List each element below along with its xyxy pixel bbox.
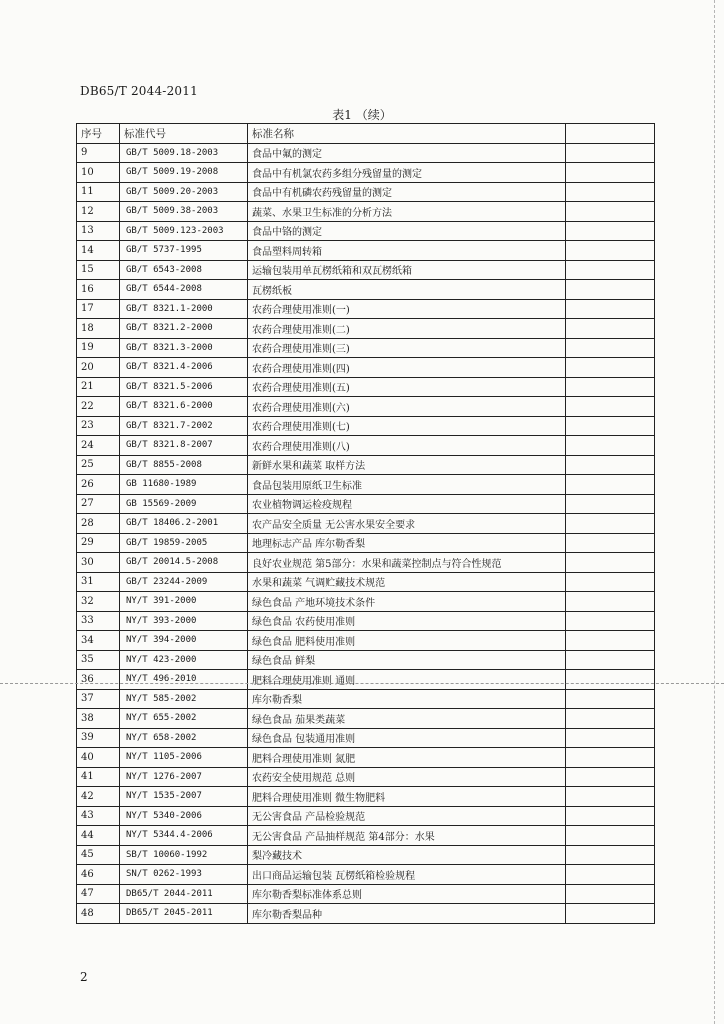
cell-code: NY/T 391-2000 <box>120 592 248 612</box>
cell-no: 26 <box>77 475 120 495</box>
cell-code: NY/T 496-2010 <box>120 670 248 690</box>
table-row <box>77 514 655 534</box>
table-row <box>77 845 655 865</box>
table-title: 表1 （续） <box>332 108 392 122</box>
cell-name: 农药合理使用准则(七) <box>248 416 566 436</box>
cell-name: 良好农业规范 第5部分：水果和蔬菜控制点与符合性规范 <box>248 553 566 573</box>
table-row <box>77 494 655 514</box>
cell-code: NY/T 5344.4-2006 <box>120 826 248 846</box>
table-row <box>77 221 655 241</box>
cell-no: 35 <box>77 650 120 670</box>
cell-name: 无公害食品 产品检验规范 <box>248 806 566 826</box>
cell-extra <box>566 319 655 339</box>
cell-code: GB/T 23244-2009 <box>120 572 248 592</box>
table-row <box>77 611 655 631</box>
cell-extra <box>566 416 655 436</box>
cell-code: DB65/T 2045-2011 <box>120 904 248 924</box>
cell-name: 绿色食品 包装通用准则 <box>248 728 566 748</box>
cell-no: 9 <box>77 143 120 163</box>
header-name: 标准名称 <box>248 124 566 144</box>
cell-extra <box>566 845 655 865</box>
table-row <box>77 670 655 690</box>
cell-code: GB/T 20014.5-2008 <box>120 553 248 573</box>
scan-edge-line <box>714 0 715 1024</box>
cell-extra <box>566 884 655 904</box>
table-row <box>77 202 655 222</box>
table-row <box>77 163 655 183</box>
table-body <box>77 143 655 923</box>
table-header-row <box>77 124 655 144</box>
cell-code: NY/T 1105-2006 <box>120 748 248 768</box>
cell-no: 15 <box>77 260 120 280</box>
cell-extra <box>566 475 655 495</box>
cell-code: GB/T 5009.19-2008 <box>120 163 248 183</box>
cell-no: 17 <box>77 299 120 319</box>
cell-no: 39 <box>77 728 120 748</box>
cell-no: 25 <box>77 455 120 475</box>
cell-name: 农药安全使用规范 总则 <box>248 767 566 787</box>
cell-extra <box>566 358 655 378</box>
cell-extra <box>566 143 655 163</box>
cell-name: 农药合理使用准则(五) <box>248 377 566 397</box>
cell-name: 食品塑料周转箱 <box>248 241 566 261</box>
cell-extra <box>566 377 655 397</box>
table-row <box>77 436 655 456</box>
cell-no: 43 <box>77 806 120 826</box>
cell-code: NY/T 655-2002 <box>120 709 248 729</box>
table-row <box>77 533 655 553</box>
cell-extra <box>566 397 655 417</box>
cell-name: 肥料合理使用准则 氮肥 <box>248 748 566 768</box>
table-row <box>77 475 655 495</box>
cell-extra <box>566 806 655 826</box>
cell-code: NY/T 394-2000 <box>120 631 248 651</box>
cell-no: 20 <box>77 358 120 378</box>
cell-code: GB/T 5009.20-2003 <box>120 182 248 202</box>
cell-name: 运输包装用单瓦楞纸箱和双瓦楞纸箱 <box>248 260 566 280</box>
cell-no: 18 <box>77 319 120 339</box>
cell-extra <box>566 280 655 300</box>
table-row <box>77 748 655 768</box>
cell-code: GB/T 6543-2008 <box>120 260 248 280</box>
cell-name: 农药合理使用准则(三) <box>248 338 566 358</box>
cell-code: GB/T 6544-2008 <box>120 280 248 300</box>
table-row <box>77 728 655 748</box>
cell-code: GB/T 8321.1-2000 <box>120 299 248 319</box>
cell-name: 农药合理使用准则(六) <box>248 397 566 417</box>
cell-code: NY/T 1535-2007 <box>120 787 248 807</box>
cell-extra <box>566 241 655 261</box>
table-row <box>77 650 655 670</box>
cell-code: GB/T 5009.38-2003 <box>120 202 248 222</box>
cell-name: 新鲜水果和蔬菜 取样方法 <box>248 455 566 475</box>
cell-extra <box>566 533 655 553</box>
standards-table <box>76 123 655 924</box>
cell-extra <box>566 514 655 534</box>
table-row <box>77 299 655 319</box>
cell-code: GB 11680-1989 <box>120 475 248 495</box>
cell-code: NY/T 658-2002 <box>120 728 248 748</box>
table-row <box>77 182 655 202</box>
cell-name: 绿色食品 产地环境技术条件 <box>248 592 566 612</box>
table-row <box>77 572 655 592</box>
cell-name: 库尔勒香梨 <box>248 689 566 709</box>
table-row <box>77 592 655 612</box>
cell-no: 10 <box>77 163 120 183</box>
header-code: 标准代号 <box>120 124 248 144</box>
table-row <box>77 631 655 651</box>
table-row <box>77 884 655 904</box>
table-row <box>77 767 655 787</box>
table-row <box>77 280 655 300</box>
cell-extra <box>566 631 655 651</box>
cell-extra <box>566 767 655 787</box>
cell-code: NY/T 423-2000 <box>120 650 248 670</box>
cell-name: 绿色食品 农药使用准则 <box>248 611 566 631</box>
table-row <box>77 709 655 729</box>
cell-name: 绿色食品 肥料使用准则 <box>248 631 566 651</box>
cell-name: 食品中有机氯农药多组分残留量的测定 <box>248 163 566 183</box>
cell-name: 库尔勒香梨标准体系总则 <box>248 884 566 904</box>
cell-extra <box>566 709 655 729</box>
cell-name: 瓦楞纸板 <box>248 280 566 300</box>
cell-name: 农药合理使用准则(八) <box>248 436 566 456</box>
table-row <box>77 319 655 339</box>
cell-name: 蔬菜、水果卫生标准的分析方法 <box>248 202 566 222</box>
scan-fold-line <box>0 683 724 684</box>
table-row <box>77 806 655 826</box>
cell-no: 29 <box>77 533 120 553</box>
cell-name: 农药合理使用准则(二) <box>248 319 566 339</box>
cell-name: 农业植物调运检疫规程 <box>248 494 566 514</box>
cell-extra <box>566 650 655 670</box>
cell-no: 16 <box>77 280 120 300</box>
cell-extra <box>566 436 655 456</box>
cell-code: NY/T 5340-2006 <box>120 806 248 826</box>
cell-no: 22 <box>77 397 120 417</box>
document-code: DB65/T 2044-2011 <box>80 84 198 98</box>
cell-code: GB/T 5737-1995 <box>120 241 248 261</box>
cell-name: 水果和蔬菜 气调贮藏技术规范 <box>248 572 566 592</box>
cell-code: GB/T 8321.7-2002 <box>120 416 248 436</box>
cell-code: SB/T 10060-1992 <box>120 845 248 865</box>
cell-no: 33 <box>77 611 120 631</box>
cell-code: GB/T 5009.18-2003 <box>120 143 248 163</box>
cell-name: 出口商品运输包装 瓦楞纸箱检验规程 <box>248 865 566 885</box>
cell-no: 12 <box>77 202 120 222</box>
cell-name: 绿色食品 茄果类蔬菜 <box>248 709 566 729</box>
table-row <box>77 338 655 358</box>
cell-extra <box>566 299 655 319</box>
cell-code: SN/T 0262-1993 <box>120 865 248 885</box>
table-row <box>77 904 655 924</box>
cell-name: 食品中氟的测定 <box>248 143 566 163</box>
cell-no: 19 <box>77 338 120 358</box>
table-row <box>77 416 655 436</box>
cell-extra <box>566 494 655 514</box>
cell-name: 农药合理使用准则(一) <box>248 299 566 319</box>
cell-extra <box>566 728 655 748</box>
cell-name: 食品中铬的测定 <box>248 221 566 241</box>
cell-extra <box>566 865 655 885</box>
cell-no: 45 <box>77 845 120 865</box>
table-row <box>77 377 655 397</box>
cell-no: 23 <box>77 416 120 436</box>
cell-extra <box>566 826 655 846</box>
cell-code: NY/T 585-2002 <box>120 689 248 709</box>
cell-name: 肥料合理使用准则 通则 <box>248 670 566 690</box>
cell-extra <box>566 163 655 183</box>
cell-extra <box>566 689 655 709</box>
table-row <box>77 358 655 378</box>
table-row <box>77 787 655 807</box>
cell-name: 农药合理使用准则(四) <box>248 358 566 378</box>
cell-extra <box>566 611 655 631</box>
cell-no: 30 <box>77 553 120 573</box>
cell-name: 库尔勒香梨品种 <box>248 904 566 924</box>
cell-code: GB/T 8321.8-2007 <box>120 436 248 456</box>
table-row <box>77 689 655 709</box>
cell-name: 梨冷藏技术 <box>248 845 566 865</box>
cell-name: 地理标志产品 库尔勒香梨 <box>248 533 566 553</box>
cell-name: 无公害食品 产品抽样规范 第4部分：水果 <box>248 826 566 846</box>
cell-no: 31 <box>77 572 120 592</box>
cell-code: GB/T 5009.123-2003 <box>120 221 248 241</box>
cell-extra <box>566 202 655 222</box>
cell-no: 28 <box>77 514 120 534</box>
cell-code: GB/T 8855-2008 <box>120 455 248 475</box>
cell-code: NY/T 393-2000 <box>120 611 248 631</box>
cell-extra <box>566 338 655 358</box>
cell-extra <box>566 748 655 768</box>
table-row <box>77 553 655 573</box>
table-row <box>77 826 655 846</box>
cell-no: 46 <box>77 865 120 885</box>
cell-code: GB 15569-2009 <box>120 494 248 514</box>
table-row <box>77 260 655 280</box>
cell-extra <box>566 260 655 280</box>
cell-extra <box>566 455 655 475</box>
cell-extra <box>566 182 655 202</box>
cell-name: 绿色食品 鲜梨 <box>248 650 566 670</box>
cell-code: GB/T 18406.2-2001 <box>120 514 248 534</box>
cell-code: GB/T 8321.6-2000 <box>120 397 248 417</box>
cell-extra <box>566 904 655 924</box>
cell-code: NY/T 1276-2007 <box>120 767 248 787</box>
cell-code: GB/T 8321.5-2006 <box>120 377 248 397</box>
cell-code: DB65/T 2044-2011 <box>120 884 248 904</box>
cell-extra <box>566 553 655 573</box>
header-extra <box>566 124 655 144</box>
table-row <box>77 455 655 475</box>
table-row <box>77 241 655 261</box>
cell-name: 农产品安全质量 无公害水果安全要求 <box>248 514 566 534</box>
table-row <box>77 397 655 417</box>
cell-no: 44 <box>77 826 120 846</box>
cell-name: 肥料合理使用准则 微生物肥料 <box>248 787 566 807</box>
cell-code: GB/T 8321.4-2006 <box>120 358 248 378</box>
header-no: 序号 <box>77 124 120 144</box>
cell-extra <box>566 592 655 612</box>
table-row <box>77 865 655 885</box>
cell-no: 38 <box>77 709 120 729</box>
cell-no: 32 <box>77 592 120 612</box>
cell-no: 47 <box>77 884 120 904</box>
cell-no: 37 <box>77 689 120 709</box>
cell-extra <box>566 787 655 807</box>
cell-extra <box>566 670 655 690</box>
page-number: 2 <box>80 970 88 984</box>
cell-no: 40 <box>77 748 120 768</box>
cell-no: 27 <box>77 494 120 514</box>
cell-no: 36 <box>77 670 120 690</box>
cell-code: GB/T 8321.3-2000 <box>120 338 248 358</box>
cell-no: 21 <box>77 377 120 397</box>
cell-no: 13 <box>77 221 120 241</box>
table-row <box>77 143 655 163</box>
cell-code: GB/T 19859-2005 <box>120 533 248 553</box>
cell-extra <box>566 221 655 241</box>
cell-no: 48 <box>77 904 120 924</box>
cell-no: 11 <box>77 182 120 202</box>
cell-name: 食品中有机磷农药残留量的测定 <box>248 182 566 202</box>
cell-name: 食品包装用原纸卫生标准 <box>248 475 566 495</box>
cell-no: 41 <box>77 767 120 787</box>
cell-no: 42 <box>77 787 120 807</box>
cell-no: 14 <box>77 241 120 261</box>
cell-no: 34 <box>77 631 120 651</box>
cell-code: GB/T 8321.2-2000 <box>120 319 248 339</box>
cell-no: 24 <box>77 436 120 456</box>
cell-extra <box>566 572 655 592</box>
